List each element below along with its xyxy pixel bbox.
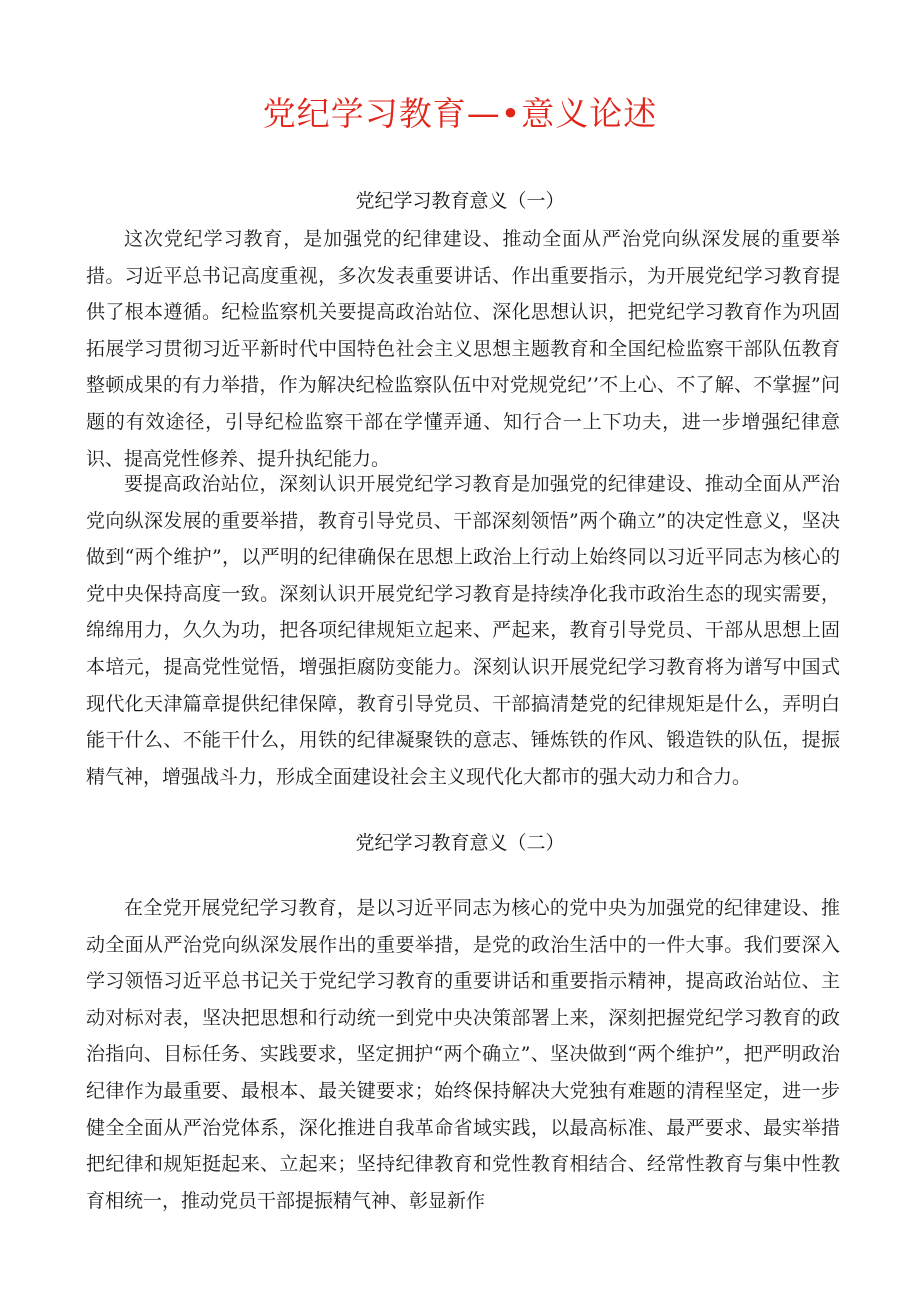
- section-heading-1: 党纪学习教育意义（一）: [355, 190, 565, 212]
- section-1-paragraph-2: 要提高政治站位，深刻认识开展党纪学习教育是加强党的纪律建设、推动全面从严治党向纵深发展的重要举措，教育引导党员、干部深刻领悟”两个确立”的决定性意义，坚决做到“两个维护”，以严明的纪律确保在思想上政治上行动上始终同以习近平同志为核心的党中央保持高度一致。深刻认识开展党纪学习教育是持续净化我市政治生态的现实需要，绵绵用力，久久为功，把各项纪律规矩立起来、严起来，教育引导党员、干部从思想上固本培元，提高党性觉悟，增强拒腐防变能力。深刻认识开展党纪学习教育将为谱写中国式现代化天津篇章提供纪律保障，教育引导党员、干部搞清楚党的纪律规矩是什么，弄明白能干什么、不能干什么，用铁的纪律凝聚铁的意志、锤炼铁的作风、锻造铁的队伍，提振精气神，增强战斗力，形成全面建设社会主义现代化大都市的强大动力和合力。: [86, 473, 840, 788]
- section-heading-2: 党纪学习教育意义（二）: [355, 832, 565, 854]
- section-1-paragraph-1: 这次党纪学习教育，是加强党的纪律建设、推动全面从严治党向纵深发展的重要举措。习近平总书记高度重视，多次发表重要讲话、作出重要指示，为开展党纪学习教育提供了根本遵循。纪检监察机关要提高政治站位、深化思想认识，把党纪学习教育作为巩固拓展学习贯彻习近平新时代中国特色社会主义思想主题教育和全国纪检监察干部队伍教育整顿成果的有力举措，作为解决纪检监察队伍中对党规党纪’’不上心、不了解、不掌握”问题的有效途径，引导纪检监察干部在学懂弄通、知行合一上下功夫，进一步增强纪律意识、提高党性修养、提升执纪能力。: [86, 228, 840, 470]
- document-title: 党纪学习教育—•意义论述: [262, 94, 658, 133]
- section-2-paragraph-1: 在全党开展党纪学习教育，是以习近平同志为核心的党中央为加强党的纪律建设、推动全面从严治党向纵深发展作出的重要举措，是党的政治生活中的一件大事。我们要深入学习领悟习近平总书记关于党纪学习教育的重要讲话和重要指示精神，提高政治站位、主动对标对表，坚决把思想和行动统一到党中央决策部署上来，深刻把握党纪学习教育的政治指向、目标任务、实践要求，坚定拥护“两个确立”、坚决做到“两个维护”，把严明政治纪律作为最重要、最根本、最关键要求；始终保持解决大党独有难题的清程坚定，进一步健全全面从严治党体系，深化推进自我革命省域实践，以最高标准、最严要求、最实举措把纪律和规矩挺起来、立起来；坚持纪律教育和党性教育相结合、经常性教育与集中性教育相统一，推动党员干部提振精气神、彰显新作: [86, 897, 840, 1212]
